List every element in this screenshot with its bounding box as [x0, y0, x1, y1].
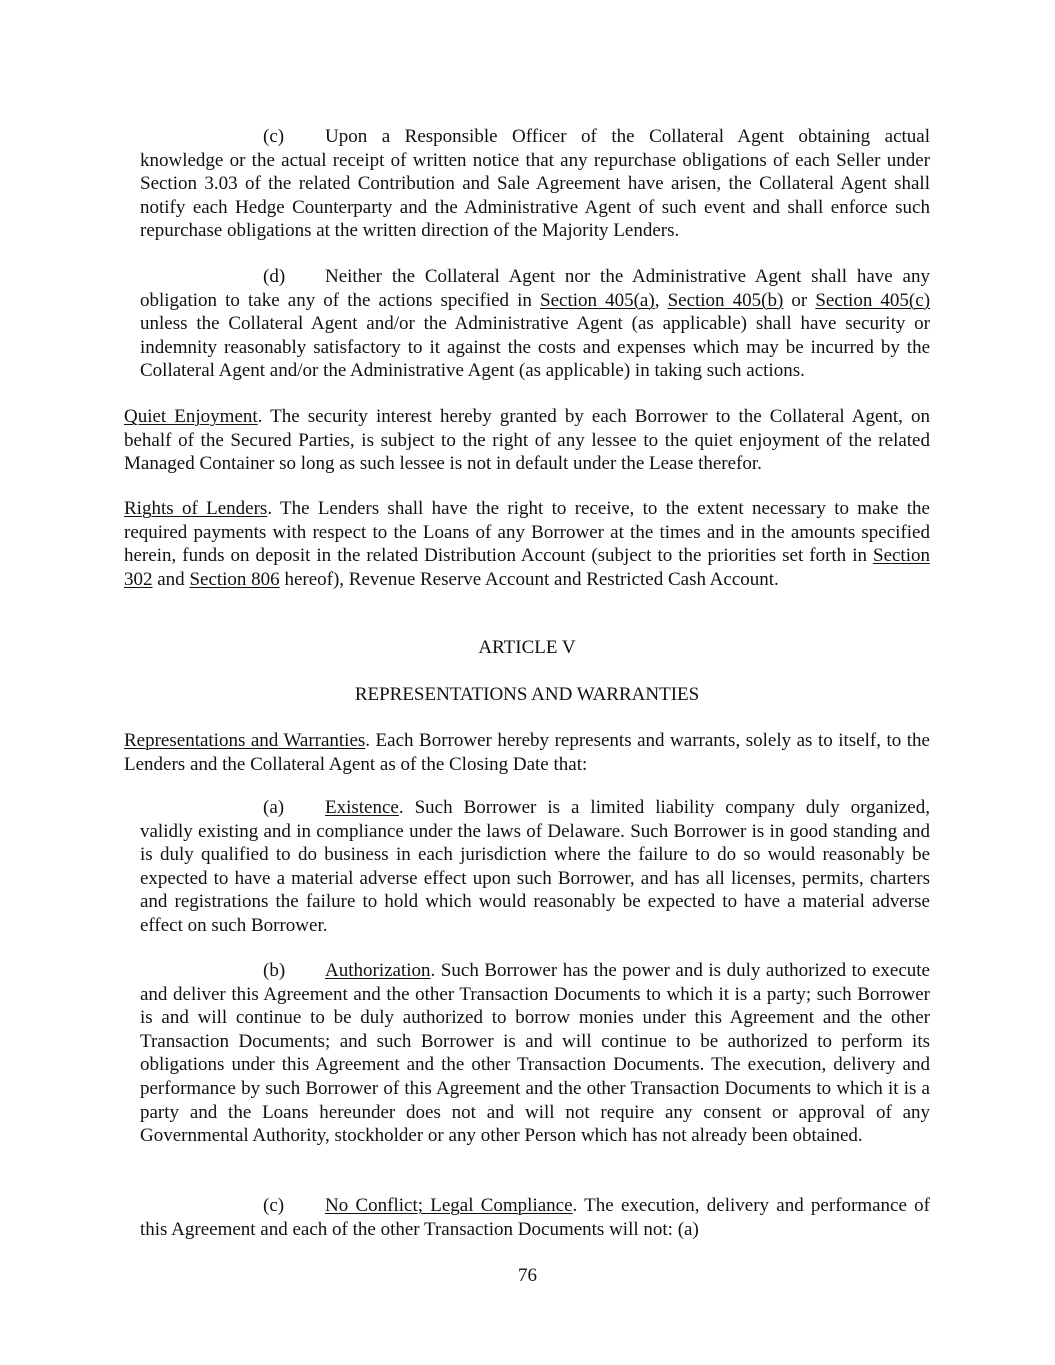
separator: or — [783, 289, 816, 311]
paragraph-text: unless the Collateral Agent and/or the Administrative Agent (as applicable) shall have security or indemnity reasonably satisfactory to it against the costs and expenses which may be incurred by the Collateral Agent and/or the Administrative Agent (as applicable) in taking such actions. — [140, 313, 930, 382]
paragraph-rep-b — [140, 959, 930, 1148]
paragraph-4-05-d — [140, 265, 930, 383]
paragraph-text: . The execution, delivery and performance of this Agreement and each of the other Transaction Documents will not: (a) — [140, 1195, 930, 1240]
subsection-heading: Existence — [325, 797, 399, 818]
paragraph-marker: (c) — [263, 126, 285, 147]
section-reference: Section 806 — [189, 568, 280, 590]
paragraph-marker: (a) — [263, 797, 285, 818]
section-representations-intro — [124, 729, 930, 776]
paragraph-text: . The Lenders shall have the right to receive, to the extent necessary to make the required payments with respect to the Loans of any Borrower at the times and in the amounts specified herein, funds on deposit in the related Distribution Account (subject to the priorities set forth in — [124, 498, 930, 567]
section-heading: Representations and Warranties — [124, 730, 366, 751]
section-reference: Section 302 — [124, 545, 930, 590]
paragraph-marker: (b) — [263, 960, 286, 981]
separator: and — [152, 568, 190, 590]
separator: , — [654, 289, 668, 311]
paragraph-4-05-c — [140, 125, 930, 243]
paragraph-text: hereof), Revenue Reserve Account and Restricted Cash Account. — [279, 568, 779, 590]
paragraph-text: Neither the Collateral Agent nor the Administrative Agent shall have any obligation to take any of the actions specified in — [140, 266, 930, 311]
paragraph-text: Upon a Responsible Officer of the Collateral Agent obtaining actual knowledge or the actual receipt of written notice that any repurchase obligations of each Seller under Section 3.03 of the related Contribution and Sale Agreement have arisen, the Collateral Agent shall notify each Hedge Counterparty and the Administrative Agent of such event and shall enforce such repurchase obligations at the written direction of the Majority Lenders. — [140, 126, 930, 242]
paragraph-rep-a — [140, 796, 930, 938]
section-heading: Rights of Lenders — [124, 498, 268, 519]
article-title: REPRESENTATIONS AND WARRANTIES — [354, 684, 700, 705]
paragraph-text: . Such Borrower has the power and is duly authorized to execute and deliver this Agreement and the other Transaction Documents to which it is a party; such Borrower is and will continue to be duly authorized to borrow monies under this Agreement and the other Transaction Documents; and such Borrower is and will continue to be authorized to perform its obligations under this Agreement and the other Transaction Documents. The execution, delivery and performance by such Borrower of this Agreement and the other Transaction Documents to which it is a party and the Loans hereunder does not and will not require any consent or approval of any Governmental Authority, stockholder or any other Person which has not already been obtained. — [140, 960, 930, 1147]
section-quiet-enjoyment — [124, 405, 930, 476]
article-number: ARTICLE V — [478, 637, 576, 658]
paragraph-marker: (c) — [263, 1195, 285, 1216]
section-rights-of-lenders — [124, 497, 930, 591]
paragraph-text: . The security interest hereby granted by each Borrower to the Collateral Agent, on behalf of the Secured Parties, is subject to the right of any lessee to the quiet enjoyment of the related Managed Container so long as such lessee is not in default under the Lease therefor. — [124, 406, 931, 475]
paragraph-text: . Each Borrower hereby represents and warrants, solely as to itself, to the Lenders and the Collateral Agent as of the Closing Date that: — [124, 730, 930, 775]
section-reference: Section 405(c) — [815, 289, 931, 311]
paragraph-marker: (d) — [263, 266, 286, 287]
subsection-heading: Authorization — [325, 960, 431, 981]
page-number: 76 — [518, 1265, 537, 1286]
section-reference: Section 405(b) — [667, 289, 784, 311]
section-heading: Quiet Enjoyment — [124, 406, 258, 427]
section-reference: Section 405(a) — [540, 289, 655, 311]
paragraph-text: . Such Borrower is a limited liability company duly organized, validly existing and in compliance under the laws of Delaware. Such Borrower is in good standing and is duly qualified to do business in each jurisdiction where the failure to do so would reasonably be expected to have a material adverse effect upon such Borrower, and has all licenses, permits, charters and registrations the failure to hold which would reasonably be expected to have a material adverse effect on such Borrower. — [140, 797, 930, 936]
subsection-heading: No Conflict; Legal Compliance — [325, 1195, 573, 1216]
paragraph-rep-c — [140, 1194, 930, 1241]
